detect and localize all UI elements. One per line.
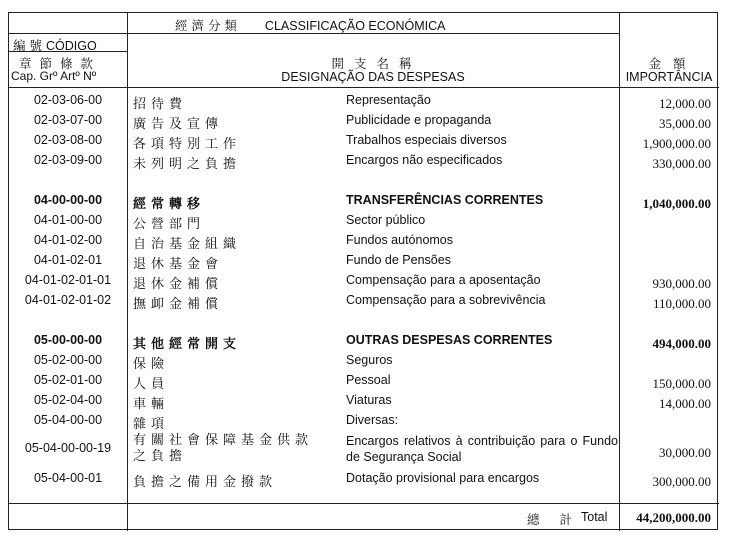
row-label-cn: 退休金補償 — [133, 277, 224, 292]
row-amount: 494,000.00 — [652, 336, 711, 351]
row-label-cn: 人員 — [133, 377, 170, 392]
amount-header-cn: 金 額 — [648, 56, 690, 71]
row-code: 04-01-00-00 — [33, 213, 103, 227]
row-amount: 1,040,000.00 — [642, 196, 711, 211]
row-amount: 1,900,000.00 — [642, 136, 711, 151]
table-row — [9, 373, 719, 393]
total-label-pt: Total — [581, 510, 608, 524]
row-amount: 150,000.00 — [652, 376, 711, 391]
row-code: 04-01-02-01-02 — [24, 293, 112, 307]
row-label-cn: 車輛 — [133, 397, 170, 412]
table-row — [9, 413, 719, 433]
row-label-cn: 招待費 — [133, 97, 188, 112]
row-label-pt: Fundo de Pensões — [346, 253, 451, 267]
row-amount: 110,000.00 — [652, 296, 711, 311]
table-row — [9, 433, 719, 469]
row-label-pt: Fundos autónomos — [346, 233, 454, 247]
amount-header-pt: IMPORTÂNCIA — [625, 70, 713, 84]
row-label-cn: 公營部門 — [133, 217, 206, 232]
table-row — [9, 393, 719, 413]
row-code: 04-00-00-00 — [33, 193, 103, 207]
row-label-pt: Sector público — [346, 213, 426, 227]
row-code: 05-02-04-00 — [33, 393, 103, 407]
row-label-cn: 有關社會保障基金供款之負擔 — [133, 433, 314, 464]
row-label-pt: Dotação provisional para encargos — [346, 471, 540, 485]
row-amount: 12,000.00 — [659, 96, 711, 111]
row-amount: 30,000.00 — [659, 445, 711, 460]
row-label-pt: Encargos relativos à contribuição para o Fundo de Segurança Social — [346, 434, 618, 464]
row-label-pt: Encargos não especificados — [346, 153, 503, 167]
table-row — [9, 471, 719, 491]
code-subheader-cn: 章 節 條 款 — [19, 56, 95, 71]
row-code: 05-04-00-00 — [33, 413, 103, 427]
row-label-cn: 未列明之負擔 — [133, 157, 242, 172]
table-row — [9, 133, 719, 153]
table-row — [9, 273, 719, 293]
row-label-pt: Trabalhos especiais diversos — [346, 133, 507, 147]
designation-header-pt: DESIGNAÇÃO DAS DESPESAS — [281, 70, 465, 84]
row-code: 05-04-00-01 — [33, 471, 103, 485]
table-row — [9, 353, 719, 373]
row-code: 04-01-02-00 — [33, 233, 103, 247]
table-row — [9, 193, 719, 213]
row-label-pt: Compensação para a aposentação — [346, 273, 541, 287]
divider — [9, 503, 719, 504]
table-row — [9, 213, 719, 233]
row-code: 04-01-02-01-01 — [24, 273, 112, 287]
row-label-pt: Seguros — [346, 353, 393, 367]
row-label-pt: Pessoal — [346, 373, 391, 387]
row-label-pt: OUTRAS DESPESAS CORRENTES — [346, 333, 553, 347]
table-row — [9, 253, 719, 273]
row-amount: 930,000.00 — [652, 276, 711, 291]
row-label-pt: TRANSFERÊNCIAS CORRENTES — [346, 193, 544, 207]
row-code: 05-02-00-00 — [33, 353, 103, 367]
row-code: 02-03-08-00 — [33, 133, 103, 147]
row-code: 05-02-01-00 — [33, 373, 103, 387]
row-amount: 35,000.00 — [659, 116, 711, 131]
row-code: 04-01-02-01 — [33, 253, 103, 267]
row-code: 02-03-09-00 — [33, 153, 103, 167]
row-label-cn: 撫卹金補償 — [133, 297, 224, 312]
designation-header-cn: 開 支 名 稱 — [331, 56, 415, 71]
table-row — [9, 93, 719, 113]
row-label-cn: 自治基金組織 — [133, 237, 242, 252]
row-amount: 14,000.00 — [659, 396, 711, 411]
row-label-pt: Publicidade e propaganda — [346, 113, 492, 127]
row-code: 05-04-00-00-19 — [24, 441, 112, 455]
row-code: 02-03-06-00 — [33, 93, 103, 107]
row-label-pt: Diversas: — [346, 413, 399, 427]
divider — [9, 87, 719, 88]
row-label-pt: Viaturas — [346, 393, 392, 407]
row-label-cn: 負擔之備用金撥款 — [133, 475, 278, 490]
table-row — [9, 293, 719, 313]
row-label-pt: Compensação para a sobrevivência — [346, 293, 546, 307]
row-label-cn: 雜項 — [133, 417, 170, 432]
code-subheader-pt: Cap. Grº Artº Nº — [11, 69, 97, 83]
row-label-cn: 其他經常開支 — [133, 337, 242, 352]
row-label-cn: 經常轉移 — [133, 197, 206, 212]
total-row — [9, 510, 719, 530]
budget-table — [8, 12, 718, 530]
table-row — [9, 113, 719, 133]
code-header: 編 號 CÓDIGO — [13, 38, 97, 53]
classification-title: 經 濟 分 類 CLASSIFICAÇÃO ECONÓMICA — [175, 18, 446, 33]
row-label-cn: 保險 — [133, 357, 170, 372]
total-amount: 44,200,000.00 — [636, 510, 711, 525]
row-code: 05-00-00-00 — [33, 333, 103, 347]
row-label-cn: 退休基金會 — [133, 257, 224, 272]
table-row — [9, 153, 719, 173]
row-amount: 300,000.00 — [652, 474, 711, 489]
row-label-cn: 廣告及宣傳 — [133, 117, 224, 132]
table-row — [9, 233, 719, 253]
row-label-pt: Representação — [346, 93, 431, 107]
row-label-cn: 各項特別工作 — [133, 137, 242, 152]
row-amount: 330,000.00 — [652, 156, 711, 171]
total-label-cn: 總 計 — [527, 512, 580, 527]
table-row — [9, 333, 719, 353]
row-code: 02-03-07-00 — [33, 113, 103, 127]
